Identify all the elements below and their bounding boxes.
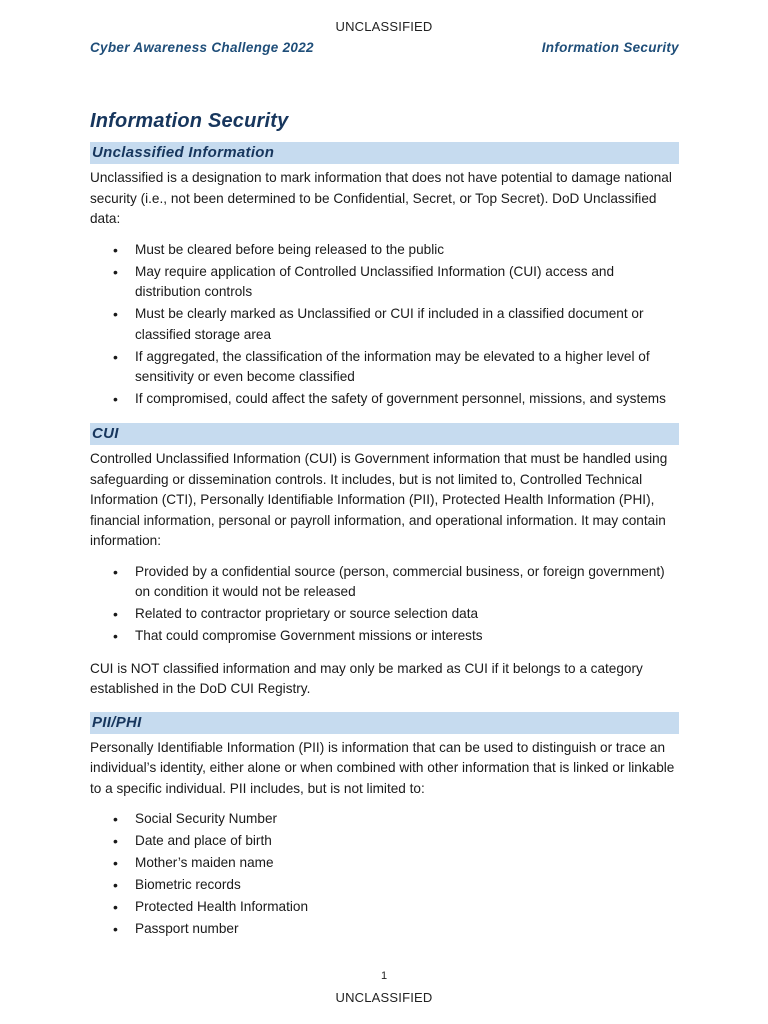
list-item: • Must be clearly marked as Unclassified or CUI if included in a classified document or classified storage area bbox=[135, 304, 679, 345]
bullet-list bbox=[90, 562, 679, 647]
page-number: 1 bbox=[380, 970, 388, 982]
header-section-title: Information Security bbox=[541, 40, 679, 55]
bullet-list bbox=[90, 240, 679, 410]
section-intro-paragraph: Controlled Unclassified Information (CUI) is Government information that must be handled using safeguarding or dissemination controls. It includes, but is not limited to, Controlled Technical Information (CTI), Personally Identifiable Information (PII), Protected Health Information (PHI), financial information, personal or payroll information, and operational information. It may contain information: bbox=[90, 451, 668, 548]
classification-marking-top: UNCLASSIFIED bbox=[335, 19, 433, 34]
header-course-title: Cyber Awareness Challenge 2022 bbox=[90, 40, 314, 55]
list-item: • Social Security Number bbox=[135, 809, 679, 830]
section-pii-phi bbox=[90, 712, 679, 940]
list-item: • Date and place of birth bbox=[135, 831, 679, 852]
section-heading: Unclassified Information bbox=[90, 142, 679, 164]
list-item: • Related to contractor proprietary or source selection data bbox=[135, 604, 679, 625]
list-item: • If compromised, could affect the safety of government personnel, missions, and systems bbox=[135, 389, 679, 410]
section-intro-paragraph: Personally Identifiable Information (PII) is information that can be used to distinguish or trace an individual’s identity, either alone or when combined with other information that is linked or linkable to a specific individual. PII includes, but is not limited to: bbox=[90, 739, 675, 796]
classification-marking-bottom: UNCLASSIFIED bbox=[335, 990, 433, 1005]
bullet-list bbox=[90, 809, 679, 940]
document-body bbox=[90, 108, 679, 941]
list-item: • Biometric records bbox=[135, 875, 679, 896]
list-item: • Protected Health Information bbox=[135, 897, 679, 918]
section-heading: CUI bbox=[90, 423, 679, 445]
section-unclassified bbox=[90, 142, 679, 410]
document-title: Information Security bbox=[90, 110, 289, 132]
list-item: • Must be cleared before being released to the public bbox=[135, 240, 679, 261]
list-item: • Mother’s maiden name bbox=[135, 853, 679, 874]
list-item: • If aggregated, the classification of the information may be elevated to a higher level of sensitivity or even become classified bbox=[135, 347, 679, 388]
list-item: • May require application of Controlled Unclassified Information (CUI) access and distribution controls bbox=[135, 262, 679, 303]
section-cui bbox=[90, 423, 679, 700]
list-item: • That could compromise Government missions or interests bbox=[135, 626, 679, 647]
list-item: • Passport number bbox=[135, 919, 679, 940]
section-closing-paragraph: CUI is NOT classified information and may only be marked as CUI if it belongs to a category established in the DoD CUI Registry. bbox=[90, 660, 643, 696]
section-intro-paragraph: Unclassified is a designation to mark information that does not have potential to damage national security (i.e., not been determined to be Confidential, Secret, or Top Secret). DoD Unclassified data: bbox=[90, 170, 672, 226]
list-item: • Provided by a confidential source (person, commercial business, or foreign government) on condition it would not be released bbox=[135, 562, 679, 603]
section-heading: PII/PHI bbox=[90, 712, 679, 734]
running-header bbox=[90, 40, 679, 55]
